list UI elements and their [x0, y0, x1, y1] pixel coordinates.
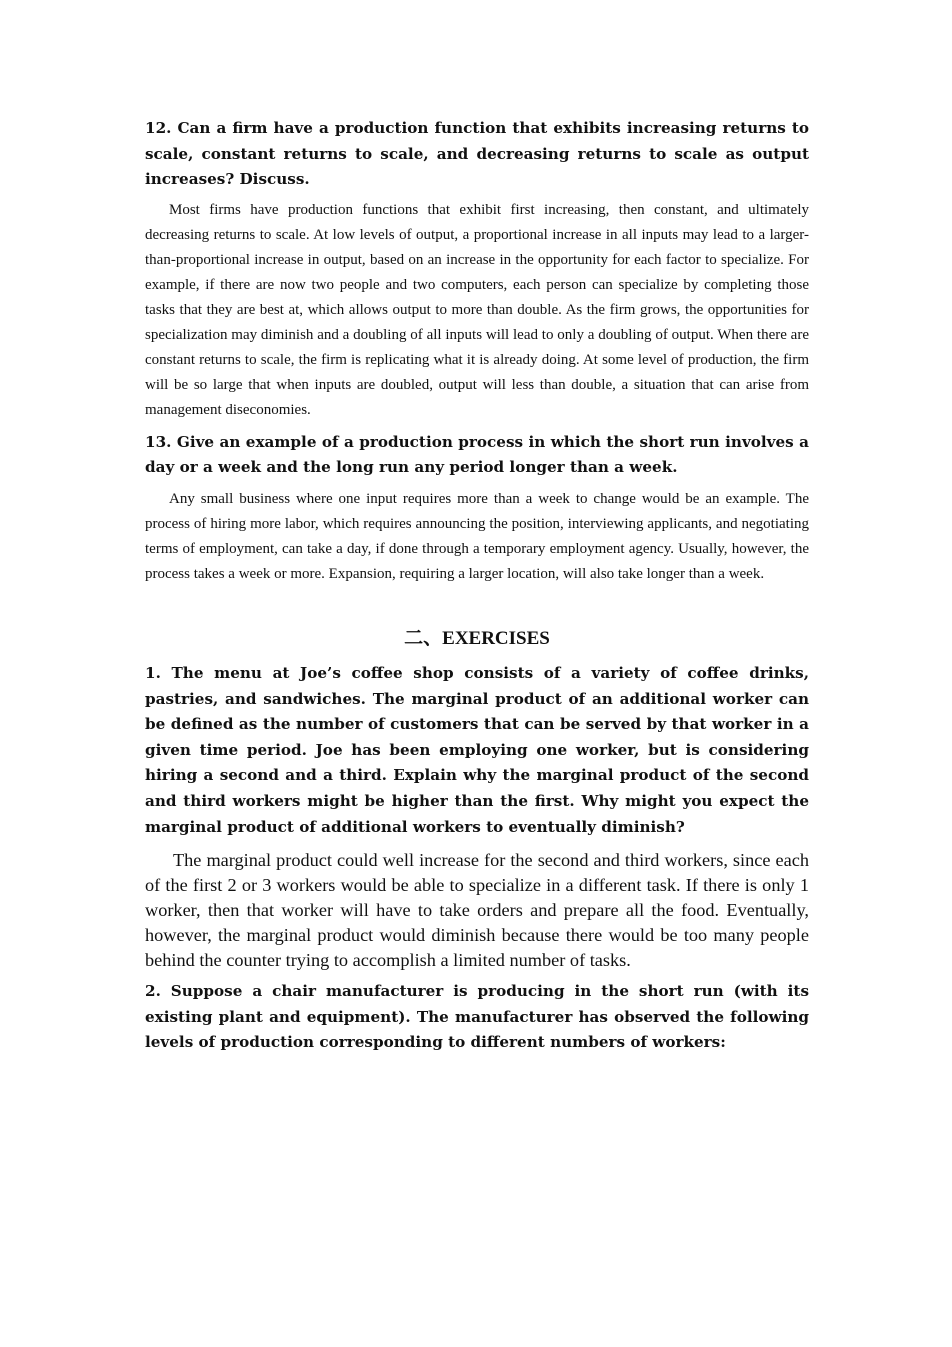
answer-12: Most firms have production functions that exhibit first increasing, then constant, and ultimately decreasing returns to scale. At low levels of output, a proportional increase in all inputs may lead to a larger-than-proportional increase in output, based on an increase in the opportunity for each factor to specialize. For example, if there are now two people and two computers, each person can specialize by completing those tasks that they are best at, which allows output to more than double. As the firm grows, the opportunities for specialization may diminish and a doubling of all inputs will lead to only a doubling of output. When there are constant returns to scale, the firm is replicating what it is already doing. At some level of production, the firm will be so large that when inputs are doubled, output will less than double, a situation that can arise from management diseconomies.: [145, 201, 809, 418]
exercise-1-answer: The marginal product could well increase for the second and third workers, since each of the first 2 or 3 workers would be able to specialize in a different task. If there is only 1 worker, then that worker will have to take orders and prepare all the food. Eventually, however, the marginal product would diminish because there would be too many people behind the counter trying to accomplish a limited number of tasks.: [145, 850, 809, 971]
exercise-1-question: 1. The menu at Joe’s coffee shop consists of a variety of coffee drinks, pastries, and sandwiches. The marginal product of an additional worker can be defined as the number of customers that can be served by that worker in a given time period. Joe has been employing one worker, but is considering hiring a second and a third. Explain why the marginal product of the second and third workers might be higher than the first. Why might you expect the marginal product of additional workers to eventually diminish?: [145, 663, 809, 836]
question-12: 12. Can a firm have a production function that exhibits increasing returns to scale, constant returns to scale, and decreasing returns to scale as output increases? Discuss.: [145, 119, 809, 189]
question-13: 13. Give an example of a production process in which the short run involves a day or a week and the long run any period longer than a week.: [145, 432, 809, 477]
page-content: [145, 116, 809, 1056]
exercise-2-question: 2. Suppose a chair manufacturer is producing in the short run (with its existing plant and equipment). The manufacturer has observed the following levels of production corresponding to different numbers of workers:: [145, 982, 809, 1052]
exercises-heading: 二、EXERCISES: [404, 627, 550, 649]
answer-13: Any small business where one input requires more than a week to change would be an example. The process of hiring more labor, which requires announcing the position, interviewing applicants, and negotiating terms of employment, can take a day, if done through a temporary employment agency. Usually, however, the process takes a week or more. Expansion, requiring a larger location, will also take longer than a week.: [145, 490, 809, 582]
